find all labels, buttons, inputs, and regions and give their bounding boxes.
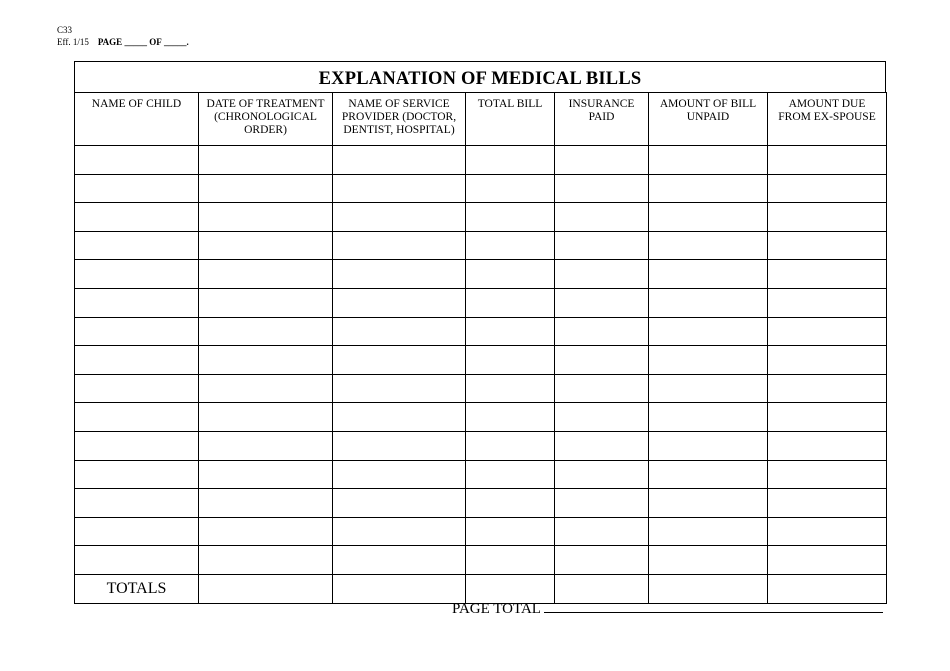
table-row [75,317,887,346]
column-header [466,93,555,146]
entry-cell[interactable] [649,546,768,575]
entry-cell[interactable] [75,460,199,489]
entry-cell[interactable] [75,374,199,403]
page-total-field[interactable] [544,598,883,613]
entry-cell[interactable] [466,517,555,546]
form-page-line [57,36,189,48]
entry-cell[interactable] [555,231,649,260]
entry-cell[interactable] [555,431,649,460]
entry-cell[interactable] [199,489,333,518]
entry-cell[interactable] [649,317,768,346]
entry-cell[interactable] [466,403,555,432]
entry-cell[interactable] [333,288,466,317]
entry-cell[interactable] [649,146,768,175]
entry-cell[interactable] [768,546,887,575]
column-header-line: DATE OF TREATMENT [206,98,325,110]
totals-label: TOTALS [75,574,199,603]
entry-cell[interactable] [199,203,333,232]
entry-cell[interactable] [555,489,649,518]
entry-cell[interactable] [199,546,333,575]
entry-cell[interactable] [649,174,768,203]
entry-cell[interactable] [199,403,333,432]
entry-cell[interactable] [555,146,649,175]
form-effective-date: Eff. 1/15 [57,37,89,47]
column-header-line: INSURANCE [568,98,635,110]
entry-cell[interactable] [649,346,768,375]
column-header [555,93,649,146]
entry-cell[interactable] [75,517,199,546]
column-header [333,93,466,146]
entry-cell[interactable] [75,346,199,375]
entry-cell[interactable] [199,231,333,260]
entry-cell[interactable] [75,231,199,260]
of-label: OF [149,37,162,47]
total-cell[interactable] [333,574,466,603]
entry-cell[interactable] [199,288,333,317]
table-row [75,346,887,375]
form-code: C33 [57,25,73,35]
entry-cell[interactable] [333,317,466,346]
entry-cell[interactable] [768,231,887,260]
entry-cell[interactable] [555,346,649,375]
entry-cell[interactable] [333,203,466,232]
entry-cell[interactable] [75,174,199,203]
entry-cell[interactable] [75,288,199,317]
table-row [75,260,887,289]
entry-cell[interactable] [649,203,768,232]
entry-cell[interactable] [199,146,333,175]
table-row [75,460,887,489]
table-row [75,231,887,260]
page-label: PAGE [97,37,123,47]
entry-cell[interactable] [768,260,887,289]
entry-cell[interactable] [466,317,555,346]
entry-cell[interactable] [768,203,887,232]
entry-cell[interactable] [466,346,555,375]
page-count-field[interactable]: _____. [163,37,189,47]
entry-cell[interactable] [333,517,466,546]
entry-cell[interactable] [75,546,199,575]
entry-cell[interactable] [649,288,768,317]
entry-cell[interactable] [768,174,887,203]
table-row [75,489,887,518]
entry-cell[interactable] [466,431,555,460]
column-header-line: (CHRONOLOGICAL [214,111,317,123]
column-header-line: NAME OF CHILD [91,98,182,110]
entry-cell[interactable] [333,460,466,489]
entry-cell[interactable] [466,174,555,203]
entry-cell[interactable] [768,517,887,546]
entry-cell[interactable] [466,374,555,403]
entry-cell[interactable] [768,403,887,432]
entry-cell[interactable] [199,346,333,375]
table-header-row [75,93,887,146]
entry-cell[interactable] [75,403,199,432]
entry-cell[interactable] [768,146,887,175]
entry-cell[interactable] [649,489,768,518]
column-header-line: PAID [588,111,615,123]
column-header-line: FROM EX-SPOUSE [778,111,876,123]
medical-bills-table [74,92,887,604]
entry-cell[interactable] [199,431,333,460]
entry-cell[interactable] [466,288,555,317]
entry-cell[interactable] [555,517,649,546]
column-header-line: DENTIST, HOSPITAL) [343,124,455,136]
page-total [452,598,883,618]
entry-cell[interactable] [649,374,768,403]
entry-cell[interactable] [768,460,887,489]
entry-cell[interactable] [555,460,649,489]
entry-cell[interactable] [649,231,768,260]
entry-cell[interactable] [199,174,333,203]
entry-cell[interactable] [333,146,466,175]
entry-cell[interactable] [466,546,555,575]
table-row [75,146,887,175]
table-row [75,374,887,403]
table-row [75,431,887,460]
column-header [199,93,333,146]
table-row [75,546,887,575]
entry-cell[interactable] [768,317,887,346]
entry-cell[interactable] [649,460,768,489]
table-body [75,146,887,604]
page-number-field[interactable]: _____ [124,37,147,47]
entry-cell[interactable] [199,517,333,546]
entry-cell[interactable] [555,374,649,403]
entry-cell[interactable] [466,146,555,175]
column-header-line: AMOUNT DUE [788,98,866,110]
entry-cell[interactable] [649,260,768,289]
table-row [75,174,887,203]
column-header-line: TOTAL BILL [477,98,543,110]
entry-cell[interactable] [768,374,887,403]
entry-cell[interactable] [333,403,466,432]
entry-cell[interactable] [75,317,199,346]
form-title: EXPLANATION OF MEDICAL BILLS [74,62,886,92]
table-row [75,203,887,232]
entry-cell[interactable] [768,288,887,317]
entry-cell[interactable] [466,489,555,518]
page-total-label: PAGE TOTAL [452,601,541,617]
column-header [768,93,887,146]
entry-cell[interactable] [199,260,333,289]
entry-cell[interactable] [768,346,887,375]
entry-cell[interactable] [768,489,887,518]
entry-cell[interactable] [466,203,555,232]
entry-cell[interactable] [333,431,466,460]
entry-cell[interactable] [466,460,555,489]
column-header-line: ORDER) [244,124,287,136]
entry-cell[interactable] [555,203,649,232]
entry-cell[interactable] [555,317,649,346]
entry-cell[interactable] [649,431,768,460]
table-row [75,288,887,317]
entry-cell[interactable] [555,288,649,317]
entry-cell[interactable] [75,431,199,460]
column-header [75,93,199,146]
entry-cell[interactable] [649,517,768,546]
entry-cell[interactable] [75,489,199,518]
column-header [649,93,768,146]
entry-cell[interactable] [768,431,887,460]
entry-cell[interactable] [199,460,333,489]
column-header-line: UNPAID [686,111,730,123]
entry-cell[interactable] [75,203,199,232]
entry-cell[interactable] [333,260,466,289]
entry-cell[interactable] [333,546,466,575]
medical-bills-form [74,61,886,604]
entry-cell[interactable] [649,403,768,432]
entry-cell[interactable] [333,489,466,518]
column-header-line: AMOUNT OF BILL [659,98,757,110]
column-header-line: NAME OF SERVICE [348,98,450,110]
entry-cell[interactable] [199,317,333,346]
entry-cell[interactable] [75,260,199,289]
entry-cell[interactable] [555,260,649,289]
entry-cell[interactable] [333,374,466,403]
entry-cell[interactable] [555,546,649,575]
entry-cell[interactable] [333,231,466,260]
table-row [75,517,887,546]
entry-cell[interactable] [555,403,649,432]
total-cell[interactable] [199,574,333,603]
entry-cell[interactable] [75,146,199,175]
column-header-line: PROVIDER (DOCTOR, [341,111,457,123]
table-row [75,403,887,432]
entry-cell[interactable] [333,174,466,203]
entry-cell[interactable] [555,174,649,203]
form-header [57,24,189,48]
entry-cell[interactable] [333,346,466,375]
entry-cell[interactable] [466,260,555,289]
entry-cell[interactable] [199,374,333,403]
entry-cell[interactable] [466,231,555,260]
